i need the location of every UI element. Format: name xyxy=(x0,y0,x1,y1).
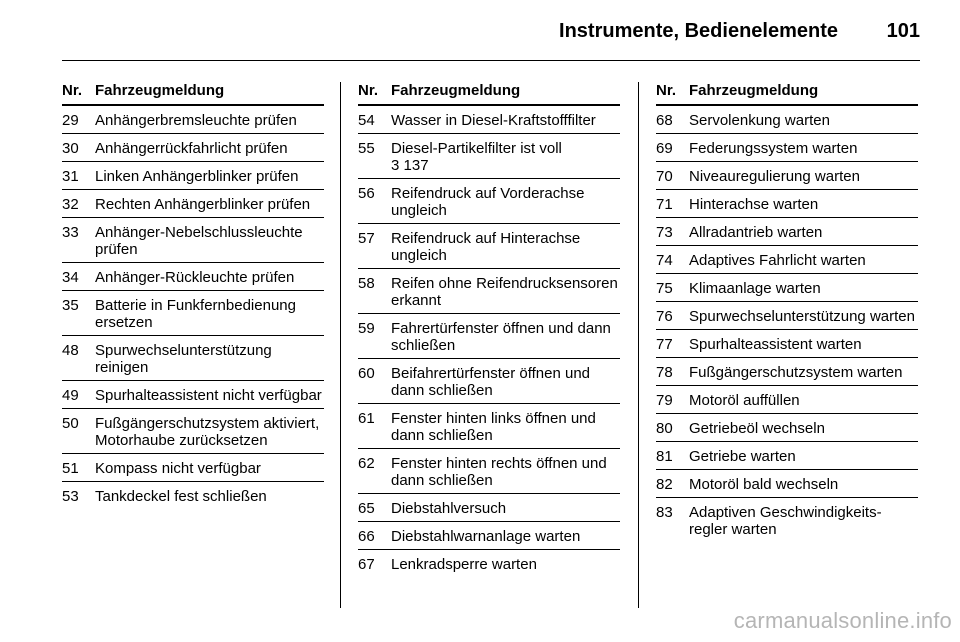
message-table-column-2 xyxy=(358,82,620,577)
table-row xyxy=(656,358,918,386)
row-number: 55 xyxy=(358,140,375,157)
table-row xyxy=(358,224,620,269)
message-text: Diebstahlversuch xyxy=(391,500,507,517)
column-divider xyxy=(340,82,341,608)
message-text: Anhängerrückfahrlicht prüfen xyxy=(95,140,288,157)
message-text: Reifen ohne Reifendrucksensoren erkannt xyxy=(391,275,618,309)
row-message xyxy=(689,448,918,465)
row-message xyxy=(95,460,324,477)
message-text: Getriebeöl wechseln xyxy=(689,420,825,437)
table-row xyxy=(62,409,324,454)
row-number: 58 xyxy=(358,275,375,292)
message-text: Hinterachse warten xyxy=(689,196,819,213)
message-text: Diebstahlwarnanlage warten xyxy=(391,528,581,545)
row-number: 59 xyxy=(358,320,375,337)
row-message xyxy=(95,112,324,129)
table-row xyxy=(358,106,620,134)
table-row xyxy=(62,106,324,134)
table-row xyxy=(358,359,620,404)
header-divider xyxy=(62,60,920,61)
message-text: Kompass nicht verfügbar xyxy=(95,460,261,477)
row-message xyxy=(95,488,324,505)
message-table-column-1 xyxy=(62,82,324,509)
row-number: 77 xyxy=(656,336,673,353)
row-number: 78 xyxy=(656,364,673,381)
message-text: Anhänger-Nebelschlussleuchte prüfen xyxy=(95,224,303,258)
message-text: Rechten Anhängerblinker prüfen xyxy=(95,196,311,213)
table-row xyxy=(358,449,620,494)
row-message xyxy=(391,275,620,309)
row-message xyxy=(689,168,918,185)
table-row xyxy=(656,106,918,134)
table-row xyxy=(358,179,620,224)
table-row xyxy=(62,162,324,190)
row-number: 71 xyxy=(656,196,673,213)
message-table-column-3 xyxy=(656,82,918,542)
table-row xyxy=(656,190,918,218)
table-row xyxy=(656,274,918,302)
row-message xyxy=(689,392,918,409)
message-text: Linken Anhängerblinker prüfen xyxy=(95,168,299,185)
table-body xyxy=(62,106,324,509)
table-row xyxy=(656,414,918,442)
table-row xyxy=(656,498,918,542)
table-row xyxy=(358,269,620,314)
message-text: Beifahrertürfenster öffnen und dann schließen xyxy=(391,365,591,399)
row-message xyxy=(391,112,620,129)
row-number: 53 xyxy=(62,488,79,505)
row-message xyxy=(689,280,918,297)
row-number: 81 xyxy=(656,448,673,465)
table-row xyxy=(656,302,918,330)
header-nr: Nr. xyxy=(656,82,677,99)
row-number: 65 xyxy=(358,500,375,517)
row-message xyxy=(95,415,324,449)
row-number: 60 xyxy=(358,365,375,382)
message-text: Fußgängerschutzsystem aktiviert, Motorhaube zurücksetzen xyxy=(95,415,320,449)
page-header xyxy=(62,18,920,48)
row-number: 68 xyxy=(656,112,673,129)
row-number: 70 xyxy=(656,168,673,185)
page-title: Instrumente, Bedienelemente xyxy=(559,20,838,42)
message-text: Batterie in Funkfernbedienung ersetzen xyxy=(95,297,296,331)
row-message xyxy=(391,455,620,489)
message-text: Anhängerbremsleuchte prüfen xyxy=(95,112,297,129)
table-header xyxy=(62,82,324,106)
row-message xyxy=(391,140,620,174)
row-number: 33 xyxy=(62,224,79,241)
row-number: 50 xyxy=(62,415,79,432)
row-number: 30 xyxy=(62,140,79,157)
table-row xyxy=(656,134,918,162)
message-text: Tankdeckel fest schließen xyxy=(95,488,267,505)
message-text: Diesel-Partikelfilter ist voll xyxy=(391,140,562,157)
row-message xyxy=(689,112,918,129)
row-number: 29 xyxy=(62,112,79,129)
message-text: Adaptiven Geschwindigkeits-regler warten xyxy=(689,504,882,538)
row-message xyxy=(95,342,324,376)
row-number: 31 xyxy=(62,168,79,185)
table-row xyxy=(62,381,324,409)
row-message xyxy=(689,140,918,157)
row-message xyxy=(95,297,324,331)
row-message xyxy=(391,230,620,264)
row-message xyxy=(689,308,918,325)
row-number: 49 xyxy=(62,387,79,404)
row-message xyxy=(95,140,324,157)
row-message xyxy=(391,556,620,573)
row-message xyxy=(95,196,324,213)
header-nr: Nr. xyxy=(358,82,379,99)
message-text: Reifendruck auf Hinterachse ungleich xyxy=(391,230,581,264)
message-text: Spurwechselunterstützung reinigen xyxy=(95,342,272,376)
table-row xyxy=(62,190,324,218)
row-number: 67 xyxy=(358,556,375,573)
row-number: 51 xyxy=(62,460,79,477)
table-header xyxy=(358,82,620,106)
message-text: Reifendruck auf Vorderachse ungleich xyxy=(391,185,585,219)
message-text: Motoröl bald wechseln xyxy=(689,476,839,493)
table-row xyxy=(656,330,918,358)
table-row xyxy=(358,404,620,449)
table-row xyxy=(656,218,918,246)
row-number: 35 xyxy=(62,297,79,314)
column-divider xyxy=(638,82,639,608)
page-reference-link[interactable]: 3 137 xyxy=(391,157,429,174)
row-number: 57 xyxy=(358,230,375,247)
message-text: Adaptives Fahrlicht warten xyxy=(689,252,866,269)
row-message xyxy=(391,185,620,219)
row-number: 75 xyxy=(656,280,673,297)
row-number: 74 xyxy=(656,252,673,269)
row-message xyxy=(391,528,620,545)
message-text: Wasser in Diesel-Kraftstofffilter xyxy=(391,112,596,129)
row-number: 62 xyxy=(358,455,375,472)
message-text: Spurhalteassistent warten xyxy=(689,336,862,353)
row-message xyxy=(689,364,918,381)
table-row xyxy=(62,336,324,381)
message-text: Allradantrieb warten xyxy=(689,224,823,241)
message-text: Lenkradsperre warten xyxy=(391,556,537,573)
table-row xyxy=(62,482,324,509)
message-text: Motoröl auffüllen xyxy=(689,392,800,409)
message-text: Fenster hinten links öffnen und dann schließen xyxy=(391,410,596,444)
table-row xyxy=(358,550,620,577)
table-row xyxy=(62,454,324,482)
row-number: 80 xyxy=(656,420,673,437)
row-number: 83 xyxy=(656,504,673,521)
header-message: Fahrzeugmeldung xyxy=(95,82,225,99)
message-text: Spurwechselunterstützung warten xyxy=(689,308,915,325)
message-text: Spurhalteassistent nicht verfügbar xyxy=(95,387,322,404)
row-message xyxy=(689,252,918,269)
row-number: 82 xyxy=(656,476,673,493)
table-row xyxy=(62,134,324,162)
watermark: carmanualsonline.info xyxy=(733,608,952,633)
table-row xyxy=(656,442,918,470)
table-row xyxy=(656,470,918,498)
row-message xyxy=(95,269,324,286)
row-message xyxy=(689,196,918,213)
message-text: Getriebe warten xyxy=(689,448,796,465)
row-message xyxy=(689,504,918,538)
row-number: 66 xyxy=(358,528,375,545)
message-text: Fenster hinten rechts öffnen und dann schließen xyxy=(391,455,607,489)
message-text: Klimaanlage warten xyxy=(689,280,821,297)
row-number: 69 xyxy=(656,140,673,157)
table-row xyxy=(62,291,324,336)
row-message xyxy=(391,500,620,517)
table-body xyxy=(656,106,918,542)
row-number: 79 xyxy=(656,392,673,409)
row-message xyxy=(391,410,620,444)
message-text: Fahrertürfenster öffnen und dann schließen xyxy=(391,320,611,354)
row-number: 32 xyxy=(62,196,79,213)
row-message xyxy=(689,420,918,437)
row-message xyxy=(689,224,918,241)
row-message xyxy=(391,320,620,354)
table-row xyxy=(656,162,918,190)
row-message xyxy=(391,365,620,399)
message-text: Federungssystem warten xyxy=(689,140,858,157)
table-row xyxy=(358,134,620,179)
row-number: 76 xyxy=(656,308,673,325)
row-message xyxy=(689,336,918,353)
row-message xyxy=(95,224,324,258)
table-row xyxy=(62,218,324,263)
header-message: Fahrzeugmeldung xyxy=(689,82,819,99)
message-text: Niveauregulierung warten xyxy=(689,168,860,185)
message-text: Anhänger-Rückleuchte prüfen xyxy=(95,269,295,286)
message-text: Fußgängerschutzsystem warten xyxy=(689,364,903,381)
row-number: 34 xyxy=(62,269,79,286)
table-row xyxy=(358,522,620,550)
row-message xyxy=(95,168,324,185)
header-nr: Nr. xyxy=(62,82,83,99)
table-row xyxy=(656,246,918,274)
row-number: 56 xyxy=(358,185,375,202)
table-row xyxy=(62,263,324,291)
table-row xyxy=(358,494,620,522)
row-message xyxy=(95,387,324,404)
page-number: 101 xyxy=(886,20,920,42)
table-body xyxy=(358,106,620,577)
row-number: 54 xyxy=(358,112,375,129)
table-header xyxy=(656,82,918,106)
message-text: Servolenkung warten xyxy=(689,112,830,129)
table-row xyxy=(656,386,918,414)
header-message: Fahrzeugmeldung xyxy=(391,82,521,99)
row-number: 73 xyxy=(656,224,673,241)
row-number: 48 xyxy=(62,342,79,359)
row-number: 61 xyxy=(358,410,375,427)
row-message xyxy=(689,476,918,493)
table-row xyxy=(358,314,620,359)
